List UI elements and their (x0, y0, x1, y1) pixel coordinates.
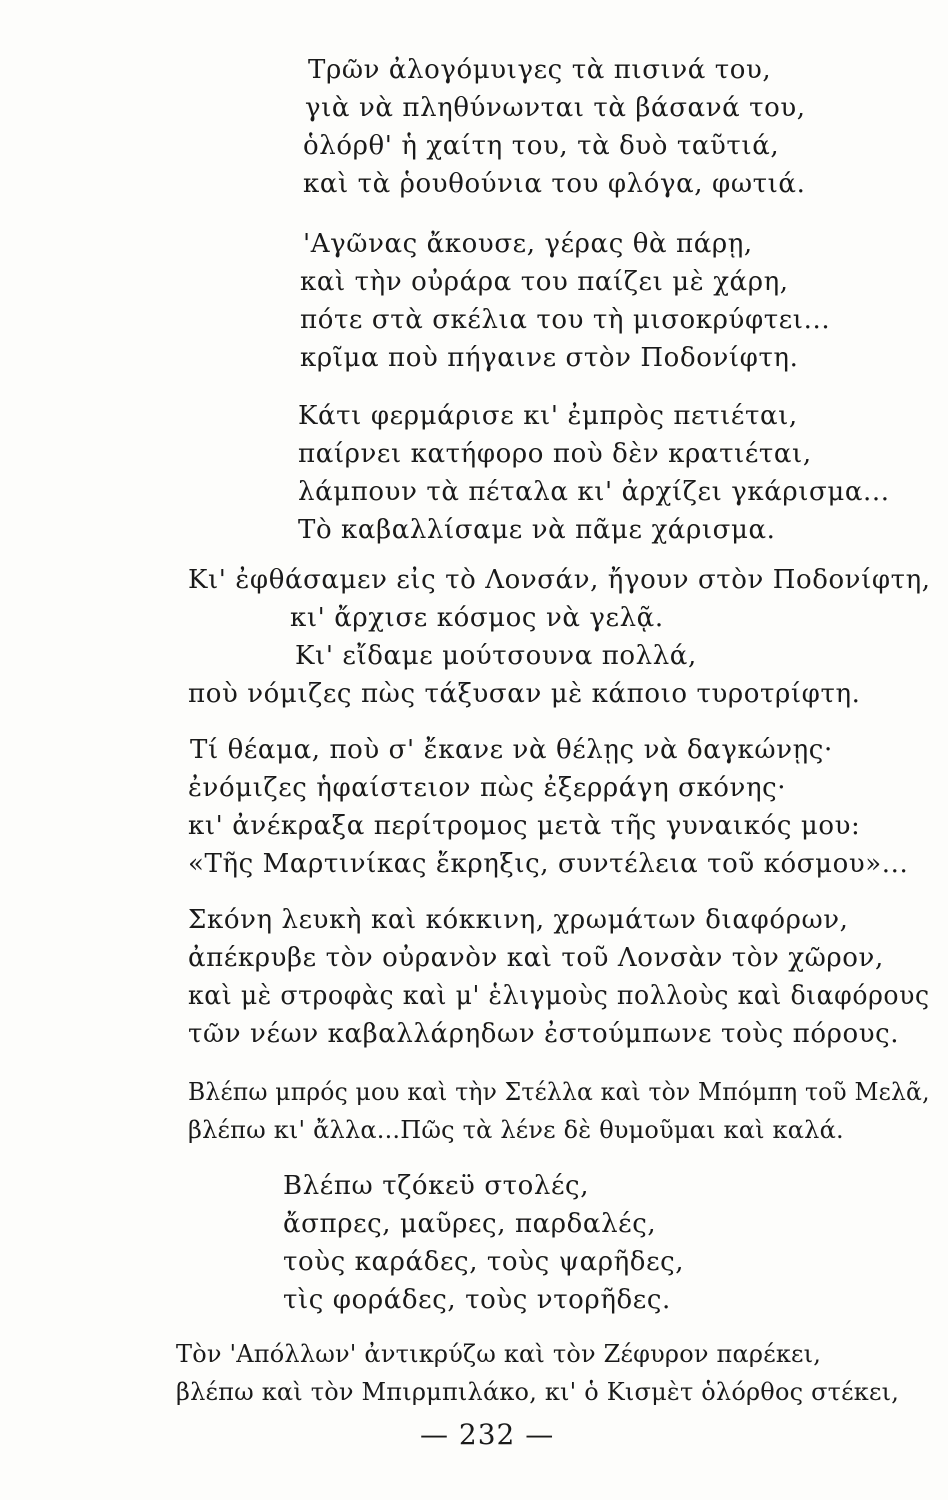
verse-line: ἄσπρες, μαῦρες, παρδαλές, (283, 1209, 657, 1239)
page-number: — 232 — (420, 1418, 555, 1451)
verse-line: Κάτι φερμάρισε κι' ἐμπρὸς πετιέται, (298, 401, 798, 431)
verse-line: Βλέπω μπρός μου καὶ τὴν Στέλλα καὶ τὸν Μπόμπη τοῦ Μελᾶ, (188, 1078, 930, 1106)
verse-line: βλέπω καὶ τὸν Μπιρμπιλάκο, κι' ὁ Κισμὲτ ὁλόρθος στέκει, (176, 1378, 900, 1406)
verse-line: καὶ μὲ στροφὰς καὶ μ' ἑλιγμοὺς πολλοὺς καὶ διαφόρους (188, 981, 930, 1011)
verse-line: καὶ τὰ ῥουθούνια του φλόγα, φωτιά. (303, 169, 806, 199)
verse-line: Σκόνη λευκὴ καὶ κόκκινη, χρωμάτων διαφόρων, (188, 905, 849, 935)
verse-line: λάμπουν τὰ πέταλα κι' ἀρχίζει γκάρισμα... (298, 477, 890, 507)
verse-line: τοὺς καράδες, τοὺς ψαρῆδες, (283, 1247, 685, 1277)
verse-line: 'Αγῶνας ἄκουσε, γέρας θὰ πάρῃ, (303, 229, 753, 259)
verse-line: Κι' εἴδαμε μούτσουνα πολλά, (295, 641, 697, 671)
verse-line: τὶς φοράδες, τοὺς ντορῆδες. (283, 1285, 671, 1315)
verse-line: βλέπω κι' ἄλλα...Πῶς τὰ λένε δὲ θυμοῦμαι καὶ καλά. (188, 1116, 844, 1144)
verse-line: τῶν νέων καβαλλάρηδων ἐστούμπωνε τοὺς πόρους. (188, 1019, 900, 1049)
verse-line: καὶ τὴν οὐράρα του παίζει μὲ χάρη, (300, 267, 789, 297)
verse-line: ποὺ νόμιζες πὼς τάξυσαν μὲ κάποιο τυροτρίφτη. (188, 679, 861, 709)
verse-line: ἐνόμιζες ἡφαίστειον πὼς ἐξερράγη σκόνης· (188, 773, 787, 803)
verse-line: ὁλόρθ' ἡ χαίτη του, τὰ δυὸ ταῦτιά, (303, 131, 780, 161)
verse-line: κρῖμα ποὺ πήγαινε στὸν Ποδονίφτη. (300, 343, 799, 373)
verse-line: κι' ἄρχισε κόσμος νὰ γελᾷ. (290, 603, 664, 633)
verse-line: Βλέπω τζόκεϋ στολές, (283, 1171, 590, 1201)
verse-line: Κι' ἐφθάσαμεν εἰς τὸ Λονσάν, ἤγουν στὸν Ποδονίφτη, (188, 565, 931, 595)
verse-line: πότε στὰ σκέλια του τὴ μισοκρύφτει... (300, 305, 831, 335)
verse-line: «Τῆς Μαρτινίκας ἔκρηξις, συντέλεια τοῦ κόσμου»... (188, 849, 909, 879)
verse-line: κι' ἀνέκραξα περίτρομος μετὰ τῆς γυναικός μου: (188, 811, 861, 841)
verse-line: Τί θέαμα, ποὺ σ' ἔκανε νὰ θέλῃς νὰ δαγκώνῃς· (190, 735, 833, 765)
verse-line: Τρῶν ἀλογόμυιγες τὰ πισινά του, (308, 55, 772, 85)
verse-line: Τὸ καβαλλίσαμε νὰ πᾶμε χάρισμα. (298, 515, 776, 545)
verse-line: ἀπέκρυβε τὸν οὐρανὸν καὶ τοῦ Λονσὰν τὸν χῶρον, (188, 943, 884, 973)
verse-line: παίρνει κατήφορο ποὺ δὲν κρατιέται, (298, 439, 812, 469)
verse-line: γιὰ νὰ πληθύνωνται τὰ βάσανά του, (305, 93, 806, 123)
verse-line: Τὸν 'Απόλλων' ἀντικρύζω καὶ τὸν Ζέφυρον παρέκει, (176, 1340, 822, 1368)
